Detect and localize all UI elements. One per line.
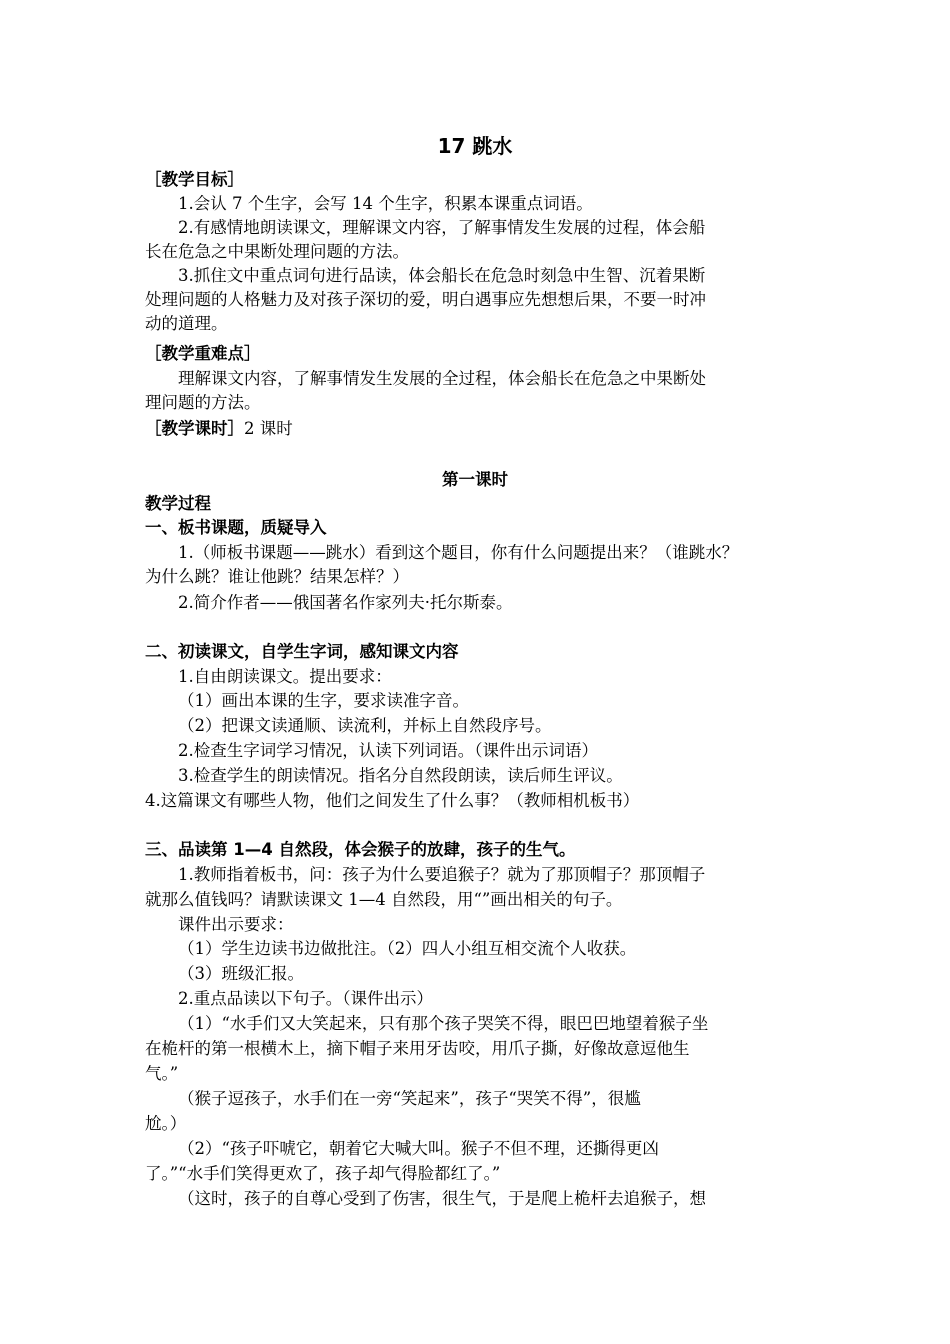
keypoints-line: 理问题的方法。 (145, 393, 261, 412)
section-3-line: （1）“水手们又大笑起来，只有那个孩子哭笑不得，眼巴巴地望着猴子坐 (178, 1014, 709, 1033)
section-3-heading: 三、品读第 1—4 自然段，体会猴子的放肆，孩子的生气。 (145, 840, 576, 859)
hours-row (145, 417, 293, 441)
objective-line: 3.抓住文中重点词句进行品读，体会船长在危急时刻急中生智、沉着果断 (178, 266, 706, 285)
hours-value: 2 课时 (244, 419, 293, 438)
section-2-line: （1）画出本课的生字，要求读准字音。 (178, 691, 469, 710)
section-3-line: 尬。） (145, 1114, 187, 1133)
section-3-line: 了。”“水手们笑得更欢了，孩子却气得脸都红了。” (145, 1164, 501, 1183)
objective-line: 2.有感情地朗读课文，理解课文内容，了解事情发生发展的过程，体会船 (178, 218, 706, 237)
section-2-line: （2）把课文读通顺、读流利，并标上自然段序号。 (178, 716, 552, 735)
process-heading: 教学过程 (145, 494, 211, 513)
section-3-line: （1）学生边读书边做批注。（2）四人小组互相交流个人收获。 (178, 939, 637, 958)
document-title: 17 跳水 (437, 134, 513, 158)
section-3-line: 气。” (145, 1064, 179, 1083)
section-2-heading: 二、初读课文，自学生字词，感知课文内容 (145, 642, 459, 661)
section-1-line: 为什么跳？谁让他跳？结果怎样？） (145, 567, 409, 586)
section-3-line: 就那么值钱吗？请默读课文 1—4 自然段，用“”画出相关的句子。 (145, 890, 623, 909)
objective-line: 长在危急之中果断处理问题的方法。 (145, 242, 409, 261)
objectives-heading: ［教学目标］ (145, 170, 244, 189)
keypoints-heading: ［教学重难点］ (145, 344, 261, 363)
section-3-line: （3）班级汇报。 (178, 964, 304, 983)
lesson-title: 第一课时 (442, 470, 508, 489)
section-2-line: 3.检查学生的朗读情况。指名分自然段朗读，读后师生评议。 (178, 766, 623, 785)
section-3-line: （猴子逗孩子，水手们在一旁“笑起来”，孩子“哭笑不得”，很尴 (178, 1089, 641, 1108)
section-3-line: 课件出示要求： (178, 915, 294, 934)
objective-line: 1.会认 7 个生字，会写 14 个生字，积累本课重点词语。 (178, 194, 593, 213)
section-2-line: 1.自由朗读课文。提出要求： (178, 667, 392, 686)
section-1-line: 1.（师板书课题——跳水）看到这个题目，你有什么问题提出来？（谁跳水？ (178, 543, 739, 562)
section-3-line: （2）“孩子吓唬它，朝着它大喊大叫。猴子不但不理，还撕得更凶 (178, 1139, 659, 1158)
objective-line: 处理问题的人格魅力及对孩子深切的爱，明白遇事应先想想后果，不要一时冲 (145, 290, 706, 309)
objective-line: 动的道理。 (145, 314, 228, 333)
section-2-line: 4.这篇课文有哪些人物，他们之间发生了什么事？（教师相机板书） (145, 791, 640, 810)
section-3-line: 1.教师指着板书，问：孩子为什么要追猴子？就为了那顶帽子？那顶帽子 (178, 865, 706, 884)
section-1-line: 2.简介作者——俄国著名作家列夫·托尔斯泰。 (178, 593, 513, 612)
section-1-heading: 一、板书课题，质疑导入 (145, 518, 327, 537)
hours-heading: ［教学课时］ (145, 419, 244, 438)
section-3-line: 在桅杆的第一根横木上，摘下帽子来用牙齿咬，用爪子撕，好像故意逗他生 (145, 1039, 690, 1058)
section-3-line: （这时，孩子的自尊心受到了伤害，很生气，于是爬上桅杆去追猴子，想 (178, 1189, 706, 1208)
section-3-line: 2.重点品读以下句子。（课件出示） (178, 989, 433, 1008)
keypoints-line: 理解课文内容，了解事情发生发展的全过程，体会船长在危急之中果断处 (178, 369, 706, 388)
section-2-line: 2.检查生字词学习情况，认读下列词语。（课件出示词语） (178, 741, 598, 760)
